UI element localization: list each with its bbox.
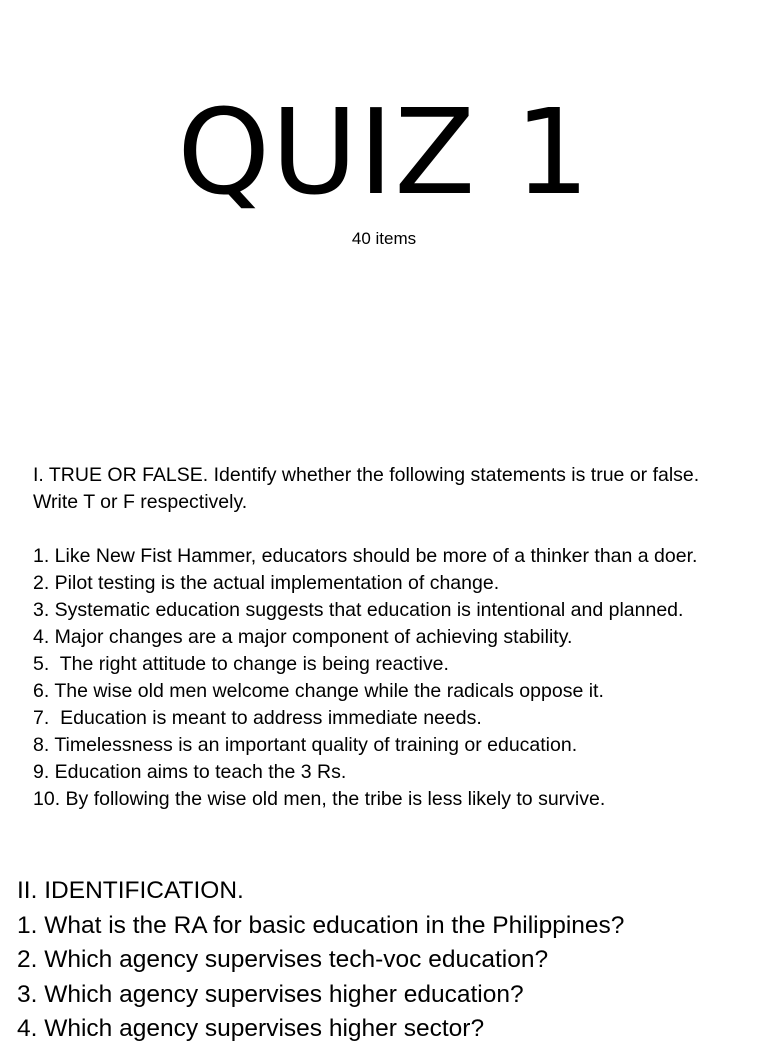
identification-list [17, 909, 757, 1047]
title-slide [0, 0, 768, 440]
identification-item: 1. What is the RA for basic education in the Philippines? [17, 911, 625, 939]
true-or-false-item: 1. Like New Fist Hammer, educators should be more of a thinker than a doer. [33, 545, 698, 567]
true-or-false-item: 9. Education aims to teach the 3 Rs. [33, 761, 347, 783]
identification-item: 4. Which agency supervises higher sector? [17, 1015, 485, 1042]
true-or-false-item: 6. The wise old men welcome change while the radicals oppose it. [33, 680, 604, 702]
true-or-false-item: 4. Major changes are a major component of achieving stability. [33, 626, 573, 648]
identification-item: 2. Which agency supervises tech-voc education? [17, 946, 549, 973]
true-or-false-item: 3. Systematic education suggests that education is intentional and planned. [33, 599, 684, 621]
true-or-false-item: 10. By following the wise old men, the tribe is less likely to survive. [33, 788, 606, 810]
true-or-false-item: 7. Education is meant to address immediate needs. [33, 707, 482, 729]
true-or-false-item: 2. Pilot testing is the actual implementation of change. [33, 572, 500, 594]
quiz-title: QUIZ 1 [177, 83, 591, 221]
identification-heading: II. IDENTIFICATION. [17, 877, 244, 904]
identification-section [17, 874, 757, 1047]
identification-item: 3. Which agency supervises higher education? [17, 980, 524, 1008]
true-or-false-item: 5. The right attitude to change is being reactive. [33, 653, 449, 675]
true-or-false-list [33, 543, 743, 813]
item-count-subtitle: 40 items [351, 229, 417, 248]
true-or-false-item: 8. Timelessness is an important quality of training or education. [33, 734, 578, 756]
true-or-false-section [33, 462, 743, 813]
true-or-false-instructions: I. TRUE OR FALSE. Identify whether the following statements is true or false. Write T or F respectively. [33, 464, 700, 513]
